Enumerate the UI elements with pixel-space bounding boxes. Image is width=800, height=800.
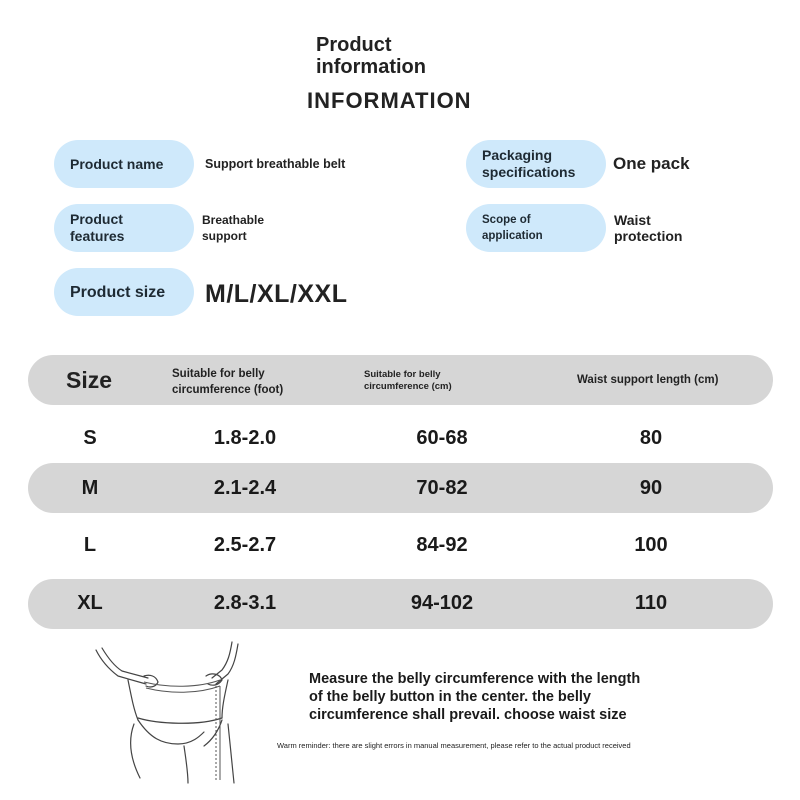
packaging-label-text xyxy=(482,147,575,181)
header-foot xyxy=(172,366,283,398)
packaging-label-line2: specifications xyxy=(482,164,576,180)
row-m-length: 90 xyxy=(639,477,663,499)
product-features-label-line2: features xyxy=(70,228,125,244)
scope-label-line1: Scope of xyxy=(482,214,531,226)
scope-label-text xyxy=(482,212,543,244)
row-s-cm: 60-68 xyxy=(416,427,468,449)
scope-value-line2: protection xyxy=(614,228,683,244)
header-cm-line2: circumference (cm) xyxy=(364,381,452,392)
row-xl-foot: 2.8-3.1 xyxy=(213,592,277,614)
product-features-value-line2: support xyxy=(202,229,247,243)
row-l-cm: 84-92 xyxy=(416,534,468,556)
product-name-label-text: Product name xyxy=(70,155,164,172)
scope-label xyxy=(466,204,606,252)
row-m-foot: 2.1-2.4 xyxy=(213,477,277,499)
row-s-size: S xyxy=(83,427,97,449)
product-features-label xyxy=(54,204,194,252)
measure-instructions xyxy=(309,670,729,724)
page-title xyxy=(316,34,426,78)
measure-line3: circumference shall prevail. choose waist size xyxy=(309,707,627,723)
row-m-cm: 70-82 xyxy=(416,477,468,499)
row-m-size: M xyxy=(81,477,99,499)
scope-value-line1: Waist xyxy=(614,212,651,228)
row-xl-size: XL xyxy=(77,592,103,614)
row-xl-cm: 94-102 xyxy=(410,592,474,614)
header-foot-line2: circumference (foot) xyxy=(172,384,284,396)
header-foot-line1: Suitable for belly xyxy=(172,368,265,380)
packaging-value: One pack xyxy=(613,154,690,173)
product-features-value xyxy=(202,212,264,244)
row-l-length: 100 xyxy=(634,534,668,556)
scope-value xyxy=(614,212,682,244)
header-length: Waist support length (cm) xyxy=(577,374,719,386)
row-s-length: 80 xyxy=(639,427,663,449)
measure-line2: of the belly button in the center. the belly xyxy=(309,689,591,705)
packaging-label-line1: Packaging xyxy=(482,147,553,163)
row-xl-length: 110 xyxy=(634,592,668,614)
header-cm-line1: Suitable for belly xyxy=(364,369,441,380)
packaging-label xyxy=(466,140,606,188)
product-size-label-text: Product size xyxy=(70,283,166,301)
product-features-label-line1: Product xyxy=(70,211,123,227)
header-size: Size xyxy=(66,367,113,393)
scope-label-line2: application xyxy=(482,230,543,242)
page-subtitle: INFORMATION xyxy=(307,88,472,113)
waist-measuring-illustration-icon xyxy=(88,640,258,785)
product-features-value-line1: Breathable xyxy=(202,213,265,227)
product-name-value: Support breathable belt xyxy=(205,157,346,171)
page-title-line2: information xyxy=(316,56,426,78)
measure-line1: Measure the belly circumference with the length xyxy=(309,671,641,687)
product-name-label xyxy=(54,140,194,188)
header-cm xyxy=(364,369,452,393)
product-features-label-text xyxy=(70,211,124,245)
product-size-value: M/L/XL/XXL xyxy=(205,280,348,308)
row-l-size: L xyxy=(83,534,97,556)
row-s-foot: 1.8-2.0 xyxy=(213,427,277,449)
page-title-line1: Product xyxy=(316,34,392,56)
warm-reminder: Warm reminder: there are slight errors in manual measurement, please refer to the actual product received xyxy=(277,741,631,750)
product-size-label xyxy=(54,268,194,316)
row-l-foot: 2.5-2.7 xyxy=(213,534,277,556)
